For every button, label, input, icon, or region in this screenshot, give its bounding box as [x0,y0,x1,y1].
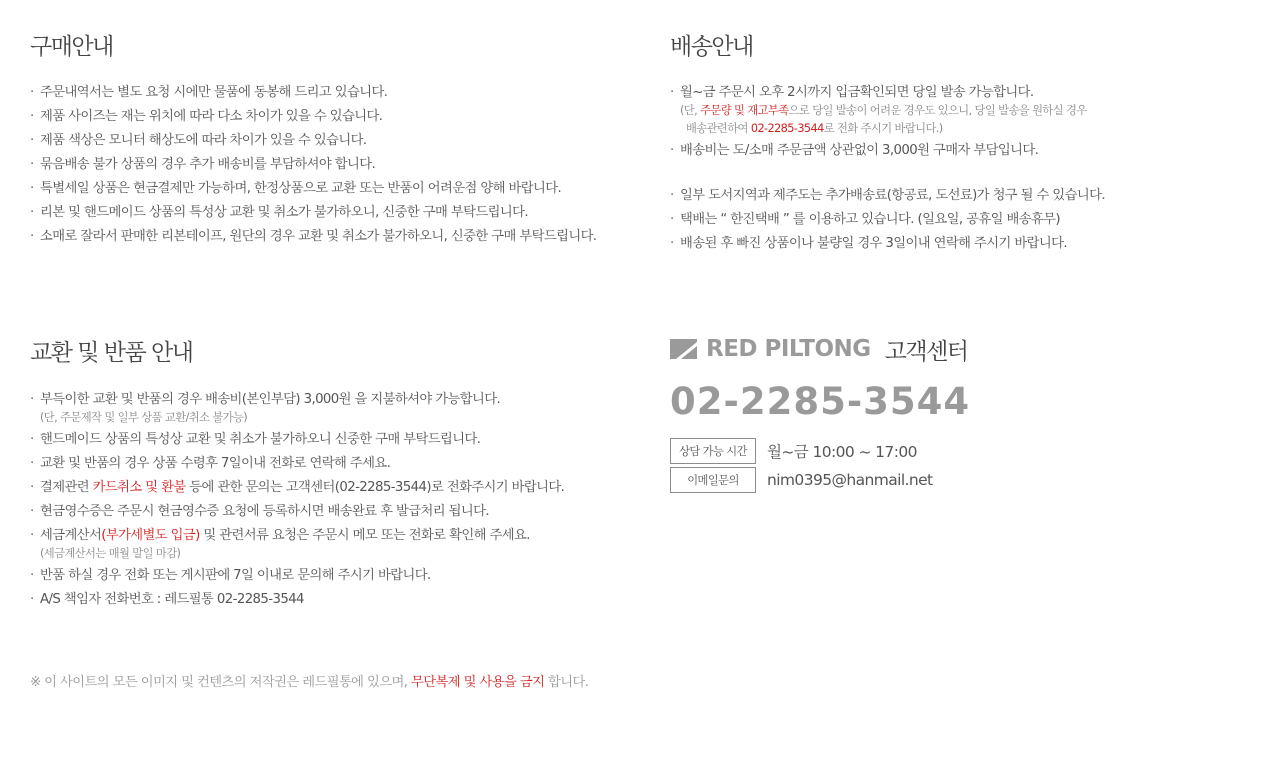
list-item: · 현금영수증은 주문시 현금영수증 요청에 등록하시면 배송완료 후 발급처리 됩니다. [30,500,564,524]
list-item-text: 및 관련서류 요청은 주문시 메모 또는 전화로 확인해 주세요. [199,528,530,543]
exchange-return-section [30,334,564,612]
notice-text: ※ 이 사이트의 모든 이미지 및 컨텐츠의 저작권은 레드필통에 있으며, [30,675,412,690]
exchange-return-list [30,388,564,612]
list-item [670,81,1105,138]
list-item-text: 세금계산서 [40,528,102,543]
list-item: · 주문내역서는 별도 요청 시에만 물품에 동봉해 드리고 있습니다. [30,81,596,105]
hours-label: 상담 가능 시간 [670,438,756,464]
list-item: · 일부 도서지역과 제주도는 추가배송료(항공료, 도선료)가 청구 될 수 있습니다. [670,184,1105,208]
list-item: · 제품 사이즈는 재는 위치에 따라 다소 차이가 있을 수 있습니다. [30,105,596,129]
note-highlight: 주문량 및 재고부족 [700,104,789,117]
note-text: 로 전화 주시기 바랍니다.) [823,122,943,135]
list-item [30,476,564,500]
customer-center-title: 고객센터 [884,338,968,365]
list-item [30,388,564,427]
shipping-guide-section [670,28,1105,256]
list-item-note: (단, 주문제작 및 일부 상품 교환/취소 불가능) [40,411,248,424]
list-item: · 반품 하실 경우 전화 또는 게시판에 7일 이내로 문의해 주시기 바랍니다. [30,564,564,588]
list-item: · A/S 책임자 전화번호 : 레드필통 02-2285-3544 [30,588,564,612]
list-item [30,524,564,563]
brand-logo-text: RED PILTONG [706,336,871,362]
notice-text: 합니다. [544,675,589,690]
list-item: · 배송비는 도/소매 주문금액 상관없이 3,000원 구매자 부담입니다. [670,139,1105,163]
list-item-text: 월~금 주문시 오후 2시까지 입금확인되면 당일 발송 가능합니다. [680,85,1034,100]
customer-center-header [670,334,970,364]
list-item: · 소매로 잘라서 판매한 리본테이프, 원단의 경우 교환 및 취소가 불가하오니, 신중한 구매 부탁드립니다. [30,225,596,249]
list-item-text: 등에 관한 문의는 고객센터(02-2285-3544)로 전화주시기 바랍니다. [185,480,565,495]
list-item: · 제품 색상은 모니터 해상도에 따라 차이가 있을 수 있습니다. [30,129,596,153]
list-item: · 리본 및 핸드메이드 상품의 특성상 교환 및 취소가 불가하오니, 신중한 구매 부탁드립니다. [30,201,596,225]
red-piltong-logo-icon [670,339,697,359]
notice-highlight: 무단복제 및 사용을 금지 [411,675,545,690]
list-item-note: (세금계산서는 매월 말일 마감) [40,547,181,560]
list-item: · 교환 및 반품의 경우 상품 수령후 7일이내 전화로 연락해 주세요. [30,452,564,476]
hours-row [670,438,970,464]
customer-center-phone[interactable]: 02-2285-3544 [670,380,971,423]
email-label: 이메일문의 [670,467,756,493]
list-item-highlight: (부가세별도 입금) [101,528,200,543]
email-row [670,467,970,493]
copyright-notice [30,671,588,690]
purchase-guide-section [30,28,596,249]
list-item: · 택배는 “ 한진택배 ” 를 이용하고 있습니다. (일요일, 공휴일 배송휴무) [670,208,1105,232]
list-item-note [680,102,1105,138]
list-item: · 핸드메이드 상품의 특성상 교환 및 취소가 불가하오니 신중한 구매 부탁드립니다. [30,428,564,452]
list-item: · 특별세일 상품은 현금결제만 가능하며, 한정상품으로 교환 또는 반품이 어려운점 양해 바랍니다. [30,177,596,201]
note-text: 으로 당일 발송이 어려운 경우도 있으니, 당일 발송을 원하실 경우 [788,104,1087,117]
shipping-guide-title: 배송안내 [670,34,753,60]
email-value[interactable]: nim0395@hanmail.net [767,471,933,489]
list-item-text: 부득이한 교환 및 반품의 경우 배송비(본인부담) 3,000원 을 지불하셔야 가능합니다. [40,392,501,407]
shipping-guide-list [670,81,1105,256]
list-item: · 배송된 후 빠진 상품이나 불량일 경우 3일이내 연락해 주시기 바랍니다. [670,232,1105,256]
note-highlight-phone: 02-2285-3544 [750,122,824,135]
note-text: (단, [680,104,701,117]
list-item-highlight: 카드취소 및 환불 [92,480,186,495]
note-text: 배송관련하여 [685,122,751,135]
hours-value: 월~금 10:00 ~ 17:00 [767,443,917,461]
list-item-text: 결제관련 [40,480,93,495]
purchase-guide-list [30,81,596,249]
exchange-return-title: 교환 및 반품 안내 [30,340,193,366]
list-item: · 묶음배송 불가 상품의 경우 추가 배송비를 부담하셔야 합니다. [30,153,596,177]
purchase-guide-title: 구매안내 [30,34,113,60]
customer-center-section [670,334,970,493]
